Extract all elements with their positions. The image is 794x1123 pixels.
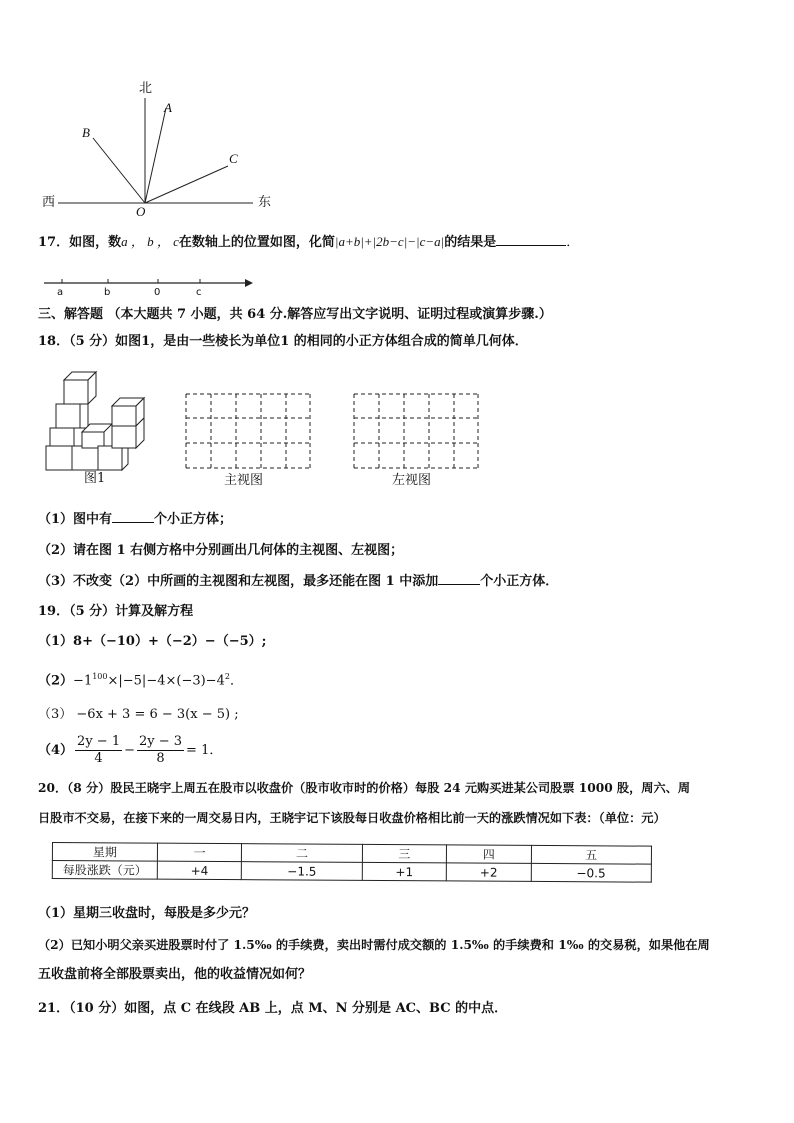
table-cell: +4: [157, 861, 241, 880]
question-17: [38, 233, 579, 252]
table-cell: +2: [446, 863, 530, 882]
fraction-2-denominator: 8: [156, 751, 165, 766]
ray-ob: [93, 138, 145, 203]
axis-label-a: a: [57, 287, 64, 298]
q19-part4: [38, 734, 222, 767]
q18-part1-end: 个小正方体；: [154, 512, 233, 527]
q18-part1: [38, 510, 232, 529]
q17-suffix: 的结果是: [444, 235, 497, 250]
fraction-2: [137, 734, 184, 767]
q20-part1: （1）星期三收盘时，每股是多少元？: [38, 906, 256, 921]
q18-part1-text: （1）图中有: [38, 512, 113, 527]
answer-blank: [496, 233, 566, 246]
label-north: 北: [139, 81, 153, 96]
table-cell: −1.5: [242, 862, 363, 881]
axis-label-b: b: [104, 287, 111, 298]
ray-oa: [145, 108, 166, 203]
axis-label-zero: 0: [154, 287, 161, 298]
q17-mid: 在数轴上的位置如图，化简: [178, 235, 335, 250]
compass-diagram: [38, 78, 278, 223]
left-view-grid[interactable]: [353, 393, 479, 469]
label-a: A: [164, 100, 172, 115]
q19-part2-label: （2）: [38, 673, 74, 689]
q19-part2-exponent: 100: [92, 672, 108, 681]
fraction-1-numerator: 2y − 1: [77, 734, 121, 749]
answer-blank: [112, 510, 154, 523]
q18-part3-text: （3）不改变（2）中所画的主视图和左视图，最多还能在图 1 中添加: [38, 574, 439, 589]
label-c: C: [229, 151, 238, 166]
q19-part2: [38, 668, 243, 690]
fraction-1: [75, 734, 122, 767]
table-row-label: 每股涨跌（元）: [52, 861, 157, 880]
question-19-title: 19．（5 分）计算及解方程: [38, 604, 194, 619]
q19-part1: （1）8+（−10）+（−2）−（−5）;: [38, 634, 267, 649]
fig1-caption: 图1: [84, 471, 106, 486]
table-row: [52, 861, 651, 883]
table-cell: +1: [362, 862, 446, 881]
question-20-line1: 20．（8 分）股民王晓宇上周五在股市以收盘价（股市收市时的价格）每股 24 元购买进某公司股票 1000 股，周六、周: [38, 781, 691, 795]
table-header-cell: 一: [157, 843, 241, 862]
q19-part4-end: = 1．: [186, 743, 223, 758]
ray-oc: [145, 166, 228, 203]
q18-part2: （2）请在图 1 右侧方格中分别画出几何体的主视图、左视图；: [38, 543, 404, 558]
table-cell: −0.5: [531, 863, 652, 882]
number-line: [40, 276, 255, 290]
fraction-2-numerator: 2y − 3: [139, 734, 183, 749]
q18-part3: [38, 572, 558, 591]
q20-part2-line1: （2）已知小明父亲买进股票时付了 1.5‰ 的手续费，卖出时需付成交额的 1.5‰ 的手续费和 1‰ 的交易税，如果他在周: [38, 938, 710, 952]
table-header-cell: 二: [242, 844, 363, 863]
q20-part2-line2: 五收盘前将全部股票卖出，他的收益情况如何？: [38, 967, 312, 982]
label-b: B: [82, 125, 90, 140]
q17-expression: |a+b|+|2b−c|−|c−a|: [334, 234, 445, 249]
q19-part2-expr: −1: [73, 673, 93, 689]
label-origin: O: [136, 204, 146, 219]
q17-prefix: 17．如图，数: [38, 235, 122, 250]
answer-blank: [438, 572, 480, 585]
q17-end: ．: [566, 235, 580, 250]
q19-part2-end: ．: [229, 673, 243, 689]
front-view-caption: 主视图: [224, 473, 264, 488]
cube-figure: [42, 370, 162, 474]
q19-part2-exponent2: 2: [224, 672, 230, 681]
axis-label-c: c: [196, 287, 202, 298]
section-heading: 三、解答题 （本大题共 7 小题，共 64 分.解答应写出文字说明、证明过程或演算步骤.）: [38, 307, 552, 322]
question-18-title: 18．（5 分）如图1，是由一些棱长为单位1 的相同的小正方体组合成的简单几何体．: [38, 334, 528, 349]
q19-part4-label: （4）: [38, 743, 74, 758]
label-east: 东: [258, 195, 272, 210]
minus-sign: −: [124, 743, 135, 758]
front-view-grid[interactable]: [185, 393, 311, 469]
question-21-title: 21．（10 分）如图，点 C 在线段 AB 上，点 M、N 分别是 AC、BC 的中点．: [38, 1001, 508, 1016]
table-header-cell: 星期: [52, 843, 157, 862]
stock-table: [52, 842, 652, 883]
q19-part3: （3） −6x + 3 = 6 − 3(x − 5) ;: [38, 707, 239, 722]
left-view-caption: 左视图: [392, 473, 432, 488]
q17-vars: a ， b ， c: [121, 234, 179, 249]
fraction-1-denominator: 4: [94, 751, 103, 766]
table-header-cell: 三: [362, 844, 446, 863]
table-header-cell: 五: [531, 845, 652, 864]
q19-part2-expr-rest: ×|−5|−4×(−3)−4: [107, 673, 225, 689]
label-west: 西: [42, 195, 56, 210]
table-header-cell: 四: [447, 845, 531, 864]
question-20-line2: 日股市不交易，在接下来的一周交易日内，王晓宇记下该股每日收盘价格相比前一天的涨跌情况如下表：（单位：元）: [38, 811, 666, 825]
q18-part3-end: 个小正方体．: [480, 574, 559, 589]
